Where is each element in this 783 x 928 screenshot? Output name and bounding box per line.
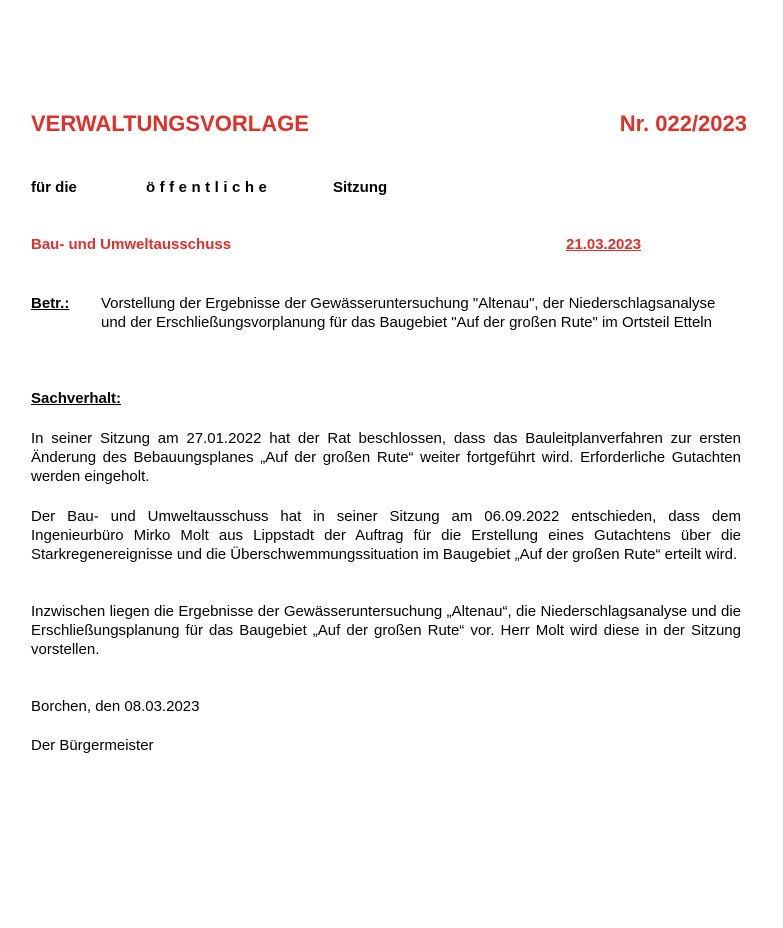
session-for-label: für die <box>31 179 77 196</box>
subject-label: Betr.: <box>31 295 70 312</box>
facts-paragraph-3: Inzwischen liegen die Ergebnisse der Gewässeruntersuchung „Altenau“, die Niederschlagsanalyse und die Erschließungsplanung für das Baugebiet „Auf der großen Rute“ vor. Herr Molt wird diese in der Sitzung vorstellen. <box>31 603 741 658</box>
facts-paragraph-1: In seiner Sitzung am 27.01.2022 hat der Rat beschlossen, dass das Bauleitplanverfahren zur ersten Änderung des Bebauungsplanes „Auf der großen Rute“ weiter fortgeführt wird. Erforderliche Gutachten werden eingeholt. <box>31 430 741 485</box>
document-number: Nr. 022/2023 <box>619 111 747 136</box>
subject-text: Vorstellung der Ergebnisse der Gewässeruntersuchung "Altenau", der Niederschlagsanalyse und der Erschließungsvorplanung für das Baugebiet "Auf der großen Rute" im Ortsteil Etteln <box>101 295 716 331</box>
committee-name: Bau- und Umweltausschuss <box>31 236 232 253</box>
document-header <box>31 111 747 141</box>
facts-paragraph-2: Der Bau- und Umweltausschuss hat in seiner Sitzung am 06.09.2022 entschieden, dass dem Ingenieurbüro Mirko Molt aus Lippstadt der Auftrag für die Erstellung eines Gutachtens über die Starkregenereignisse und die Überschwemmungssituation im Baugebiet „Auf der großen Rute“ erteilt wird. <box>31 508 741 563</box>
session-type-line <box>31 179 531 199</box>
signature-line: Der Bürgermeister <box>31 737 154 754</box>
meeting-date: 21.03.2023 <box>566 236 642 253</box>
facts-heading: Sachverhalt: <box>31 390 122 407</box>
document-type-title: VERWALTUNGSVORLAGE <box>31 111 309 136</box>
session-word-label: Sitzung <box>333 179 388 196</box>
session-public-label: öffentliche <box>146 179 272 196</box>
committee-line <box>31 236 747 256</box>
place-and-date: Borchen, den 08.03.2023 <box>31 698 200 715</box>
